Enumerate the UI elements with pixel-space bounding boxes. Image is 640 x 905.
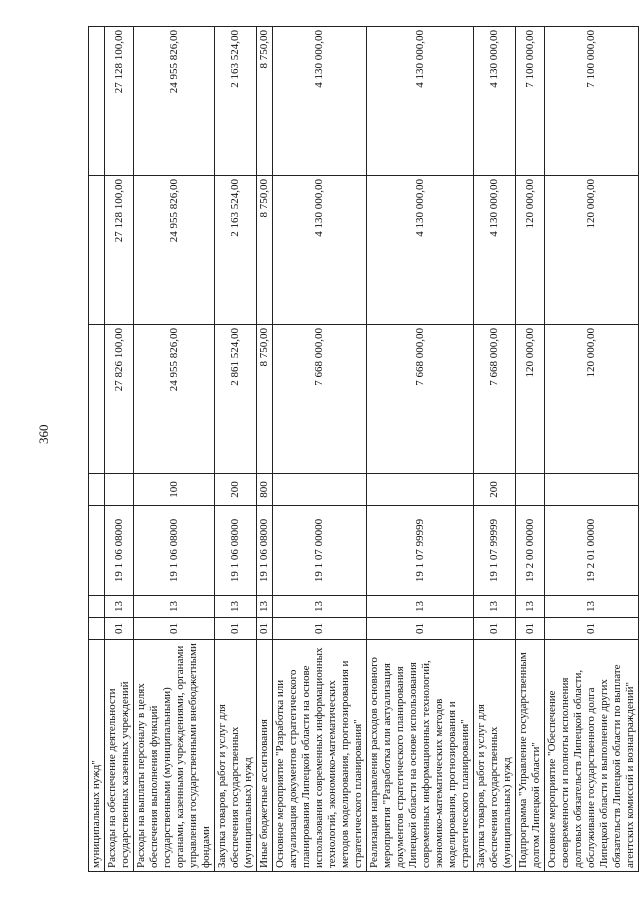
cell-sum-3: 4 130 000,00 [474, 27, 516, 176]
cell-target: 19 1 06 08000 [105, 506, 134, 596]
cell-subsection: 13 [215, 596, 257, 618]
cell-name: Расходы на обеспечение деятельности государственных казенных учреждений [105, 640, 134, 872]
cell-name: муниципальных нужд" [89, 640, 105, 872]
table-row [367, 27, 474, 872]
table-row [215, 27, 257, 872]
table-row [134, 27, 215, 872]
table-row [474, 27, 516, 872]
cell-sum-1 [89, 325, 105, 474]
cell-sum-3: 27 128 100,00 [105, 27, 134, 176]
cell-sum-1: 120 000,00 [545, 325, 639, 474]
cell-sum-2: 120 000,00 [516, 176, 545, 325]
cell-sum-1: 7 668 000,00 [474, 325, 516, 474]
table-row [545, 27, 639, 872]
table-row [89, 27, 105, 872]
cell-target [89, 506, 105, 596]
cell-target: 19 1 06 08000 [215, 506, 257, 596]
cell-subsection: 13 [545, 596, 639, 618]
cell-subsection: 13 [273, 596, 367, 618]
cell-section: 01 [105, 618, 134, 640]
cell-target: 19 2 01 00000 [545, 506, 639, 596]
cell-vid [516, 474, 545, 506]
cell-vid: 200 [474, 474, 516, 506]
cell-sum-2: 4 130 000,00 [474, 176, 516, 325]
cell-section: 01 [215, 618, 257, 640]
cell-subsection: 13 [105, 596, 134, 618]
cell-target: 19 1 07 99999 [367, 506, 474, 596]
cell-subsection [89, 596, 105, 618]
page-number: 360 [36, 424, 51, 444]
cell-vid [273, 474, 367, 506]
cell-sum-2: 4 130 000,00 [273, 176, 367, 325]
cell-name: Реализация направления расходов основного мероприятия "Разработка или актуализация документов стратегического планирования Липецкой области на основе использования современных информационных технологий, экономико-математических методов моделирования, прогнозирования и стратегического планирования" [367, 640, 474, 872]
table-row [516, 27, 545, 872]
cell-subsection: 13 [134, 596, 215, 618]
cell-section: 01 [134, 618, 215, 640]
table-row [257, 27, 273, 872]
cell-vid [105, 474, 134, 506]
cell-name: Иные бюджетные ассигнования [257, 640, 273, 872]
cell-section: 01 [257, 618, 273, 640]
cell-section: 01 [273, 618, 367, 640]
table-row [105, 27, 134, 872]
cell-vid [89, 474, 105, 506]
cell-section: 01 [367, 618, 474, 640]
cell-vid: 100 [134, 474, 215, 506]
rotated-table-container [88, 27, 636, 872]
cell-name: Закупка товаров, работ и услуг для обеспечения государственных (муниципальных) нужд [215, 640, 257, 872]
cell-sum-2: 24 955 826,00 [134, 176, 215, 325]
cell-sum-3: 4 130 000,00 [367, 27, 474, 176]
cell-sum-1: 27 826 100,00 [105, 325, 134, 474]
cell-sum-1: 2 861 524,00 [215, 325, 257, 474]
cell-section: 01 [545, 618, 639, 640]
budget-table [88, 26, 639, 872]
cell-vid: 200 [215, 474, 257, 506]
cell-sum-2: 27 128 100,00 [105, 176, 134, 325]
cell-subsection: 13 [257, 596, 273, 618]
cell-target: 19 1 07 00000 [273, 506, 367, 596]
cell-section: 01 [516, 618, 545, 640]
cell-sum-3: 4 130 000,00 [273, 27, 367, 176]
cell-sum-2: 8 750,00 [257, 176, 273, 325]
cell-sum-1: 7 668 000,00 [273, 325, 367, 474]
cell-target: 19 1 06 08000 [134, 506, 215, 596]
cell-target: 19 2 00 00000 [516, 506, 545, 596]
cell-sum-3: 8 750,00 [257, 27, 273, 176]
cell-section: 01 [474, 618, 516, 640]
cell-sum-3: 24 955 826,00 [134, 27, 215, 176]
cell-sum-1: 7 668 000,00 [367, 325, 474, 474]
cell-subsection: 13 [474, 596, 516, 618]
cell-sum-2: 4 130 000,00 [367, 176, 474, 325]
cell-sum-3: 7 100 000,00 [516, 27, 545, 176]
cell-name: Подпрограмма "Управление государственным долгом Липецкой области" [516, 640, 545, 872]
cell-name: Закупка товаров, работ и услуг для обеспечения государственных (муниципальных) нужд [474, 640, 516, 872]
cell-vid [367, 474, 474, 506]
cell-vid [545, 474, 639, 506]
cell-name: Основное мероприятие "Разработка или актуализация документов стратегического планирования Липецкой области на основе использования современных информационных технологий, экономико-математических методов моделирования, прогнозирования и стратегического планирования" [273, 640, 367, 872]
cell-sum-3: 2 163 524,00 [215, 27, 257, 176]
cell-vid: 800 [257, 474, 273, 506]
cell-sum-2: 120 000,00 [545, 176, 639, 325]
cell-name: Основное мероприятие "Обеспечение своевременности и полноты исполнения долговых обязательств Липецкой области, обслуживание государственного долга Липецкой области и выполнение других обязательств Липецкой области по выплате агентских комиссий и вознаграждений" [545, 640, 639, 872]
cell-sum-3 [89, 27, 105, 176]
cell-sum-1: 8 750,00 [257, 325, 273, 474]
cell-target: 19 1 06 08000 [257, 506, 273, 596]
cell-section [89, 618, 105, 640]
cell-subsection: 13 [367, 596, 474, 618]
cell-sum-2: 2 163 524,00 [215, 176, 257, 325]
cell-name: Расходы на выплаты персоналу в целях обеспечения выполнения функций государственными (муниципальными) органами, казенными учреждениями, органами управления государственными внебюджетными фондами [134, 640, 215, 872]
table-row [273, 27, 367, 872]
cell-sum-1: 24 955 826,00 [134, 325, 215, 474]
cell-subsection: 13 [516, 596, 545, 618]
cell-target: 19 1 07 99999 [474, 506, 516, 596]
cell-sum-1: 120 000,00 [516, 325, 545, 474]
cell-sum-2 [89, 176, 105, 325]
cell-sum-3: 7 100 000,00 [545, 27, 639, 176]
